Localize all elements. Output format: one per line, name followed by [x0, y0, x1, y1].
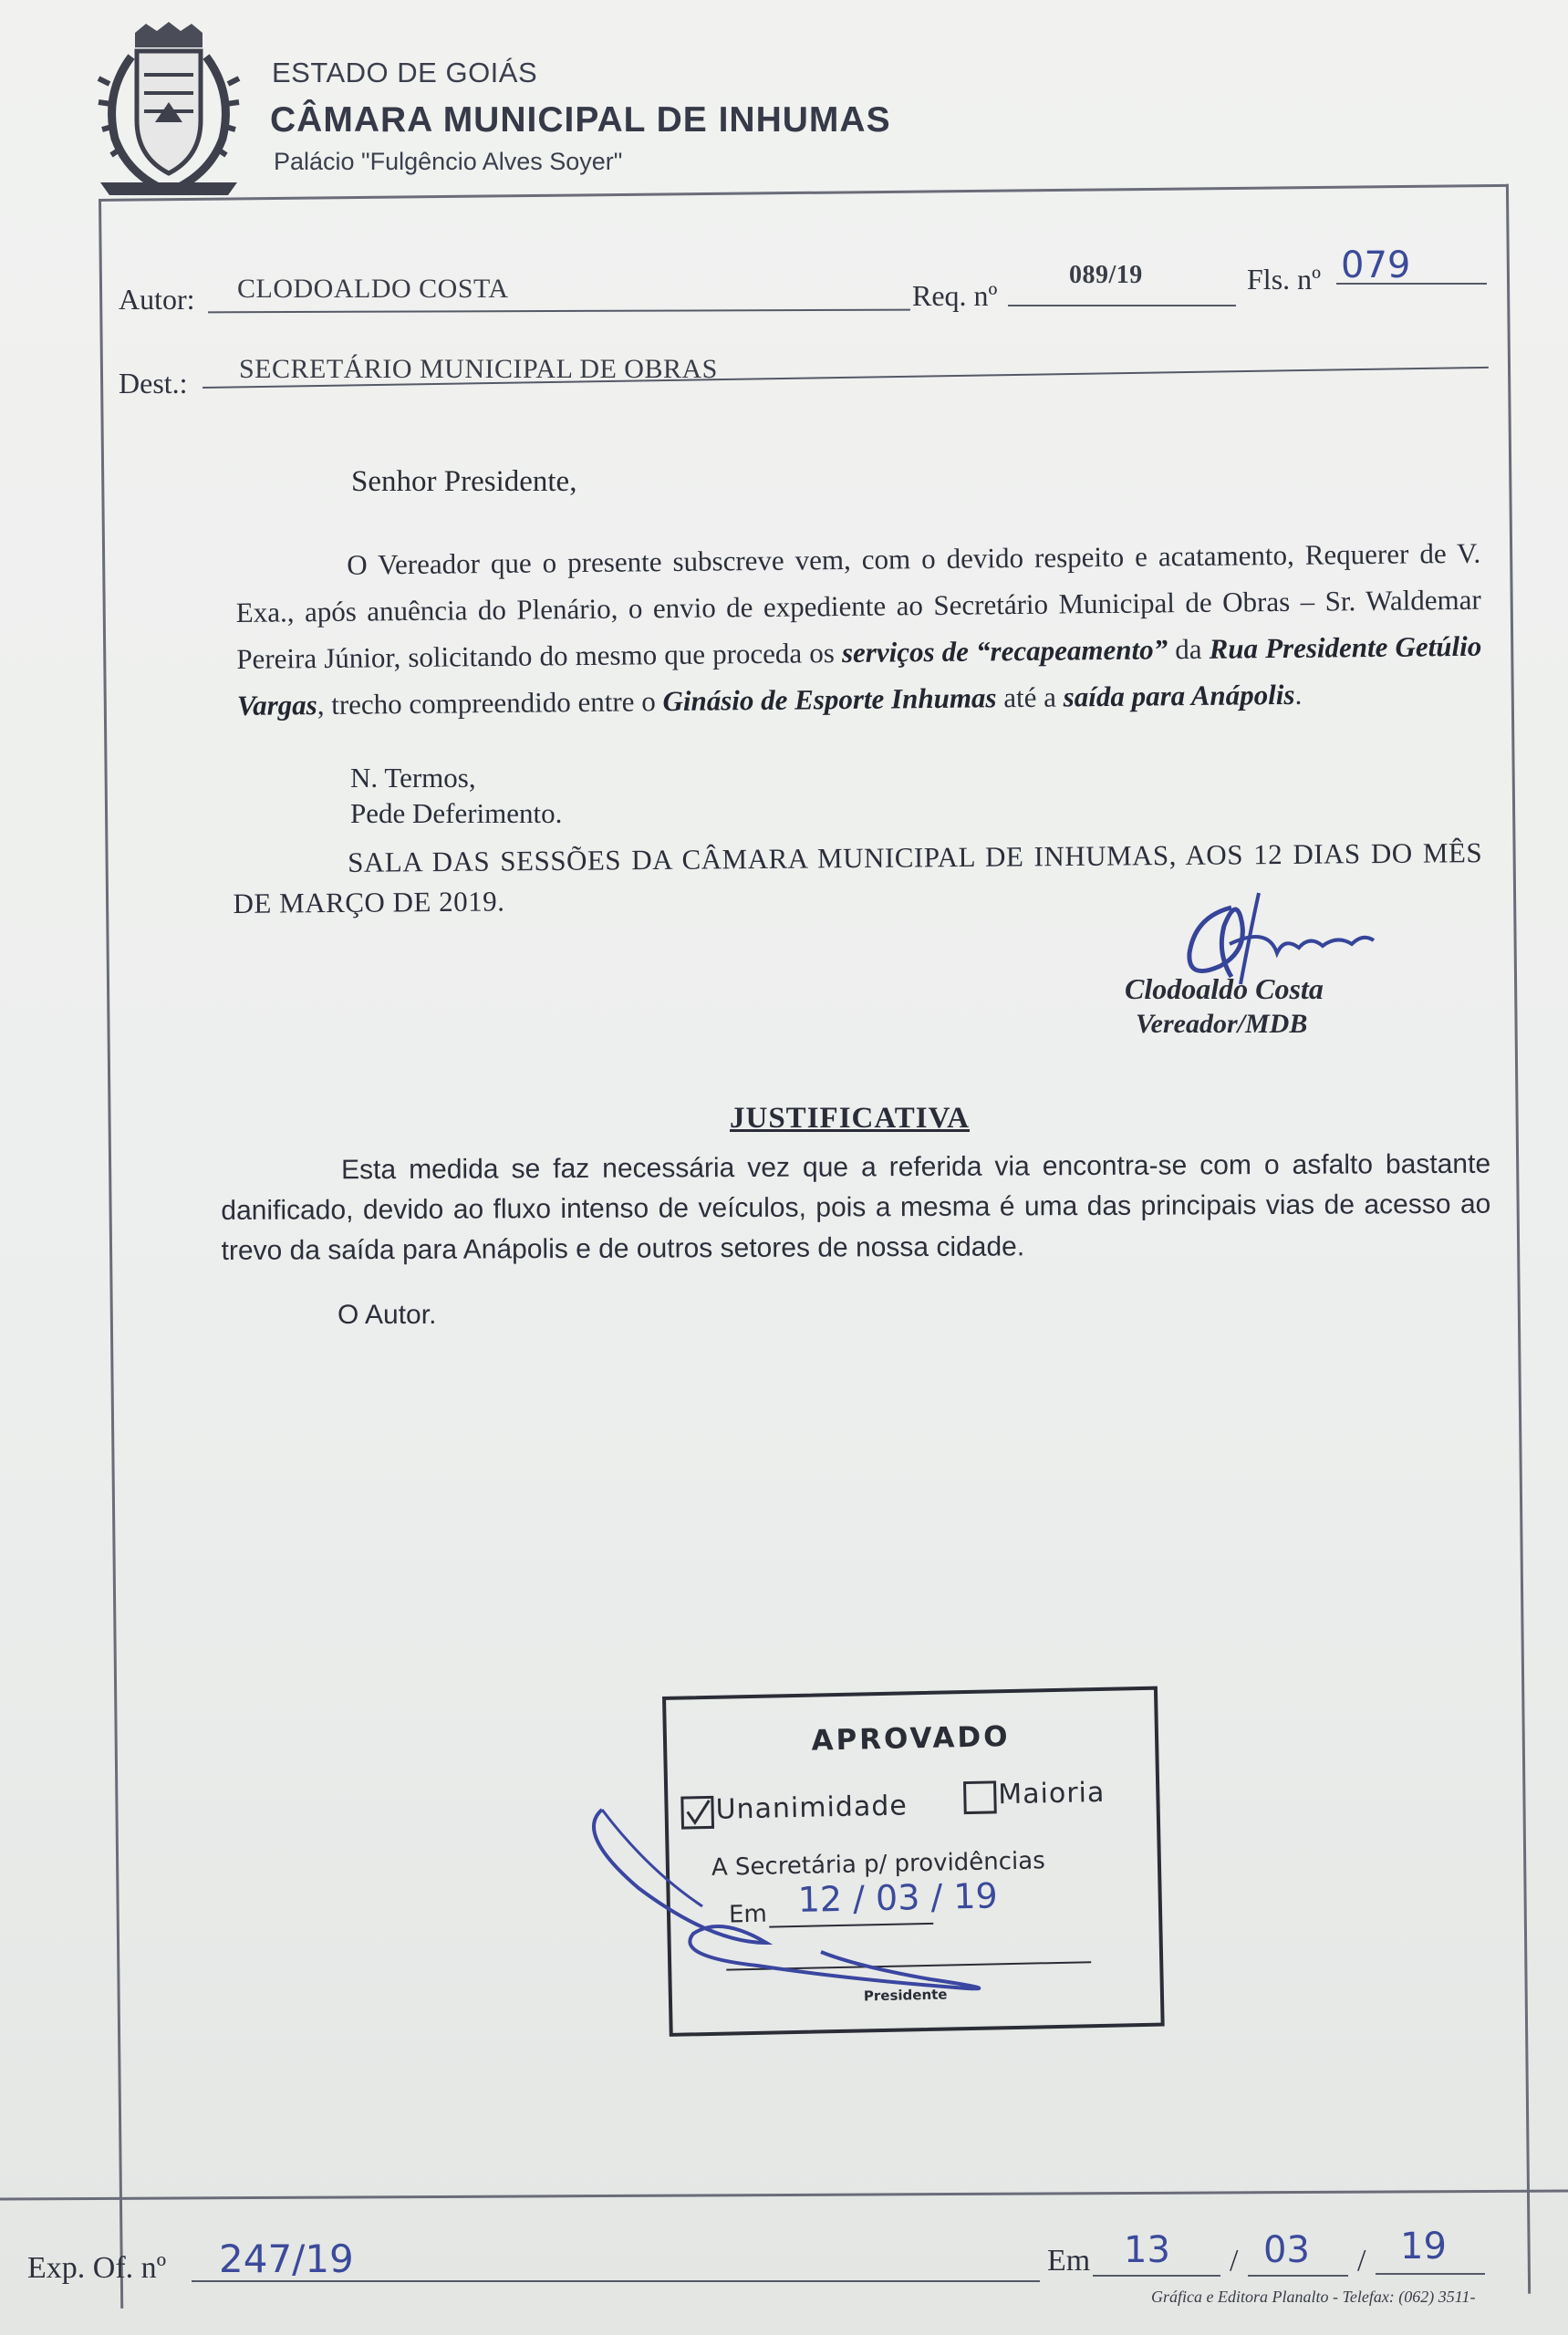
exp-value: 247/19: [219, 2236, 354, 2281]
majority-label: Maioria: [997, 1776, 1106, 1811]
president-signature-icon: [584, 1797, 1022, 2007]
closing-line-1: N. Termos,: [350, 762, 476, 794]
letter-greeting: Senhor Presidente,: [351, 465, 577, 498]
stamp-date-value: 12 / 03 / 19: [797, 1875, 999, 1920]
autor-value: CLODOALDO COSTA: [237, 274, 509, 304]
body-street: Rua Presidente Getúlio Vargas: [236, 629, 1482, 721]
body-exit: saída para Anápolis: [1063, 678, 1295, 713]
justification-title: JUSTIFICATIVA: [730, 1102, 971, 1135]
body-gym: Ginásio de Esporte Inhumas: [662, 681, 997, 718]
autor-label: Autor:: [119, 283, 195, 316]
justification-body: Esta medida se faz necessária vez que a referida via encontra-se com o asfalto bastante danificado, devido ao fluxo intenso de veículos, pois a mesma é uma das principais vias de acesso ao trevo da saída para Anápolis e de outros setores de nossa cidade.: [221, 1148, 1491, 1266]
req-label: Req. nº: [912, 279, 998, 312]
dest-value: SECRETÁRIO MUNICIPAL DE OBRAS: [239, 354, 718, 384]
author-sign: O Autor.: [337, 1300, 437, 1330]
printer-note: Gráfica e Editora Planalto - Telefax: (062) 3511-: [1151, 2288, 1476, 2306]
unanimity-label: Unanimidade: [715, 1790, 909, 1826]
em-sep-1: /: [1230, 2244, 1239, 2278]
em-year: 19: [1400, 2226, 1447, 2268]
fls-value: 079: [1341, 244, 1411, 286]
body-between: , trecho compreendido entre o: [317, 685, 663, 721]
exp-label: Exp. Of. nº: [27, 2251, 167, 2285]
header-state: ESTADO DE GOIÁS: [272, 57, 538, 88]
body-end: .: [1294, 678, 1303, 711]
coat-of-arms-icon: [91, 20, 246, 202]
signer-role: Vereador/MDB: [1136, 1009, 1308, 1039]
req-value: 089/19: [1069, 261, 1143, 289]
em-year-underline: [1376, 2273, 1485, 2275]
em-day: 13: [1124, 2229, 1170, 2271]
body-intro: O Vereador que o presente subscreve vem, com o devido respeito e acatamento, Requerer de V. Exa., após anuência do Plenário, o envio de expediente ao Secretário Municipal de Obras – Sr. Waldemar Pereira Júnior, solicitando do mesmo que proceda os: [235, 536, 1481, 675]
body-ate: até a: [996, 680, 1064, 714]
closing-line-2: Pede Deferimento.: [350, 797, 563, 829]
fls-label: Fls. nº: [1247, 263, 1322, 296]
stamp-president-label: Presidente: [863, 1986, 948, 2005]
stamp-date-label: Em: [728, 1900, 768, 1929]
session-line: SALA DAS SESSÕES DA CÂMARA MUNICIPAL DE INHUMAS, AOS 12 DIAS DO MÊS DE MARÇO DE 2019.: [233, 836, 1483, 919]
stamp-title: APROVADO: [811, 1720, 1011, 1758]
em-sep-2: /: [1357, 2244, 1366, 2278]
signer-name: Clodoaldo Costa: [1125, 972, 1324, 1005]
body-da: da: [1167, 632, 1210, 666]
stamp-forward-text: A Secretária p/ providências: [711, 1847, 1046, 1882]
letter-body: [235, 530, 1482, 729]
em-day-underline: [1093, 2275, 1220, 2277]
req-underline: [1008, 305, 1236, 306]
header-chamber-name: CÂMARA MUNICIPAL DE INHUMAS: [270, 100, 891, 140]
header-palace-name: Palácio "Fulgêncio Alves Soyer": [274, 148, 623, 175]
dest-label: Dest.:: [119, 367, 188, 400]
em-month: 03: [1263, 2229, 1310, 2271]
body-services: serviços de “recapeamento”: [841, 633, 1168, 669]
em-label: Em: [1047, 2244, 1091, 2278]
em-month-underline: [1248, 2275, 1348, 2277]
